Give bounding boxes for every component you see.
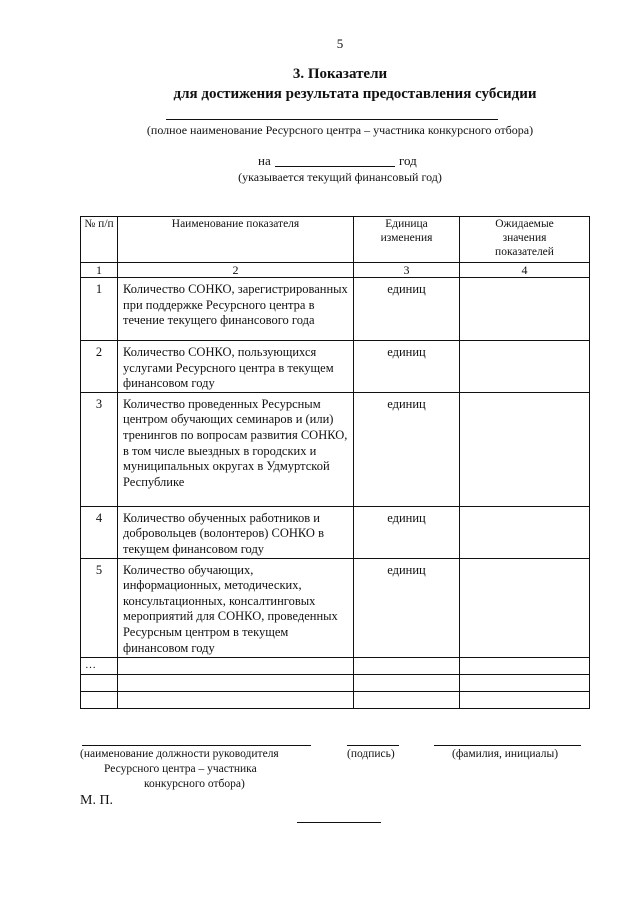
indicators-table	[80, 216, 590, 709]
section-title: 3. Показатели	[292, 66, 388, 82]
position-caption: Ресурсного центра – участника	[104, 763, 257, 775]
header-num: № п/п	[81, 217, 118, 263]
row-value	[460, 278, 590, 341]
row-value	[460, 558, 590, 657]
position-blank-line	[82, 745, 311, 746]
row-name: Количество обучающих, информационных, методических, консультационных, консалтинговых мероприятий для СОНКО, проведенных Ресурсным центром в текущем финансовом году	[118, 558, 354, 657]
page-number: 5	[336, 36, 344, 51]
year-caption: (указывается текущий финансовый год)	[238, 170, 442, 184]
year-prefix: на	[258, 153, 271, 168]
row-name: Количество проведенных Ресурсным центром обучающих семинаров и (или) тренингов по вопросам развития СОНКО, в том числе выездных в городских и муниципальных округах в Удмуртской Республике	[118, 392, 354, 506]
row-name: Количество обученных работников и добровольцев (волонтеров) СОНКО в текущем финансовом году	[118, 506, 354, 558]
date-blank-line	[297, 822, 381, 823]
position-caption: (наименование должности руководителя	[80, 748, 279, 760]
column-number: 3	[354, 263, 460, 278]
header-name: Наименование показателя	[118, 217, 354, 263]
stamp-label: М. П.	[80, 793, 114, 808]
row-unit: единиц	[354, 278, 460, 341]
org-name-caption: (полное наименование Ресурсного центра – участника конкурсного отбора)	[146, 123, 534, 137]
row-num: 2	[81, 341, 118, 393]
row-value	[460, 506, 590, 558]
signature-caption: (подпись)	[347, 748, 395, 760]
row-unit: единиц	[354, 392, 460, 506]
header-expected: Ожидаемые значения показателей	[460, 217, 590, 263]
table-row	[81, 506, 590, 558]
row-name: Количество СОНКО, пользующихся услугами Ресурсного центра в текущем финансовом году	[118, 341, 354, 393]
row-name: Количество СОНКО, зарегистрированных при поддержке Ресурсного центра в течение текущего финансового года	[118, 278, 354, 341]
ellipsis-cell: …	[81, 657, 118, 674]
name-caption: (фамилия, инициалы)	[452, 748, 559, 760]
table-row-empty	[81, 691, 590, 708]
column-number: 1	[81, 263, 118, 278]
position-caption: конкурсного отбора)	[144, 778, 245, 790]
row-unit: единиц	[354, 558, 460, 657]
row-value	[460, 341, 590, 393]
row-num: 5	[81, 558, 118, 657]
year-blank-line	[275, 166, 395, 167]
row-unit: единиц	[354, 506, 460, 558]
row-num: 4	[81, 506, 118, 558]
table-row-ellipsis	[81, 657, 590, 674]
column-number: 2	[118, 263, 354, 278]
section-subtitle: для достижения результата предоставления субсидии	[173, 86, 537, 102]
column-number: 4	[460, 263, 590, 278]
table-row	[81, 278, 590, 341]
table-row	[81, 392, 590, 506]
column-numbers-row	[81, 263, 590, 278]
table-header-row	[81, 217, 590, 263]
name-blank-line	[434, 745, 581, 746]
row-num: 1	[81, 278, 118, 341]
table-row	[81, 341, 590, 393]
row-num: 3	[81, 392, 118, 506]
org-name-blank-line	[166, 119, 498, 120]
header-unit: Единица изменения	[354, 217, 460, 263]
signature-blank-line	[347, 745, 399, 746]
year-suffix: год	[399, 153, 417, 168]
table-row-empty	[81, 674, 590, 691]
row-value	[460, 392, 590, 506]
table-row	[81, 558, 590, 657]
row-unit: единиц	[354, 341, 460, 393]
